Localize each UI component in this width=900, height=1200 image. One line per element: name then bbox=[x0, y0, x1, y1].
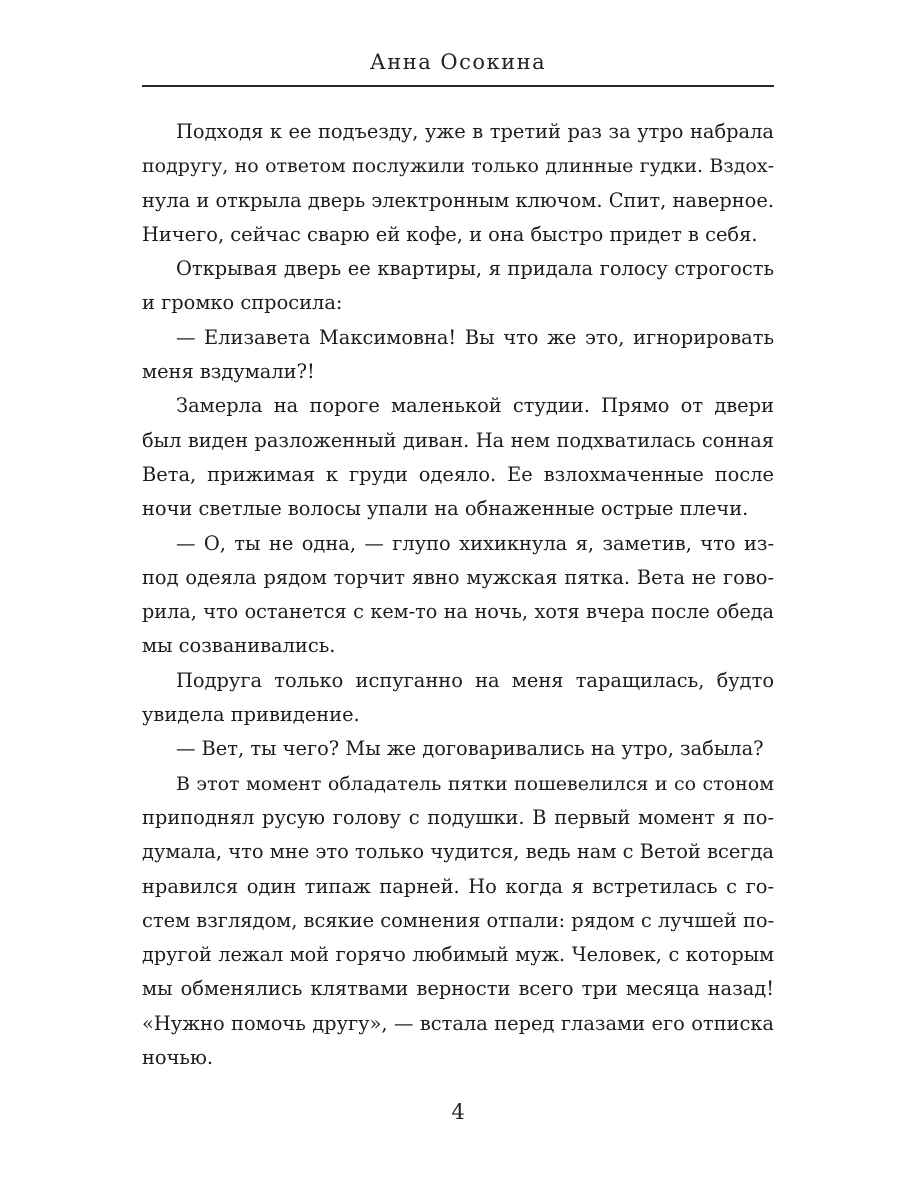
text-line: ночи светлые волосы упали на обнаженные острые плечи. bbox=[142, 497, 749, 521]
text-line: рила, что останется с кем-то на ночь, хотя вчера после обеда bbox=[142, 600, 774, 624]
text-line: Открывая дверь ее квартиры, я придала голосу строгость bbox=[176, 257, 774, 281]
text-line: подругу, но ответом послужили только длинные гудки. Вздох- bbox=[142, 155, 774, 178]
text-line: Подходя к ее подъезду, уже в третий раз за утро набрала bbox=[176, 120, 774, 143]
text-line: — Елизавета Максимовна! Вы что же это, игнорировать bbox=[176, 325, 774, 349]
text-line: Замерла на пороге маленькой студии. Прямо от двери bbox=[176, 394, 774, 418]
text-line: нравился один типаж парней. Но когда я встретилась с го- bbox=[142, 874, 774, 898]
text-line: Вета, прижимая к груди одеяло. Ее взлохмаченные после bbox=[142, 462, 774, 486]
text-line: был виден разложенный диван. На нем подхватилась сонная bbox=[142, 428, 774, 452]
text-line: В этот момент обладатель пятки пошевелился и со стоном bbox=[176, 772, 774, 795]
text-line: думала, что мне это только чудится, ведь нам с Ветой всегда bbox=[142, 840, 774, 864]
text-line: стем взглядом, всякие сомнения отпали: рядом с лучшей по- bbox=[142, 908, 775, 932]
text-line: «Нужно помочь другу», — встала перед глазами его отписка bbox=[142, 1011, 774, 1035]
text-line: под одеяла рядом торчит явно мужская пятка. Вета не гово- bbox=[142, 565, 774, 589]
text-line: Подруга только испуганно на меня таращилась, будто bbox=[176, 668, 774, 692]
running-head-author: Анна Осокина bbox=[369, 50, 547, 74]
text-line: Ничего, сейчас сварю ей кофе, и она быстро придет в себя. bbox=[142, 222, 758, 246]
text-line: — Вет, ты чего? Мы же договаривались на утро, забыла? bbox=[176, 737, 764, 761]
text-line: увидела привидение. bbox=[142, 703, 360, 727]
text-line: мы обменялись клятвами верности всего три месяца назад! bbox=[142, 977, 774, 1001]
header-divider bbox=[142, 85, 774, 87]
text-line: ночью. bbox=[142, 1046, 214, 1070]
text-line: и громко спросила: bbox=[142, 291, 343, 315]
body-text bbox=[142, 115, 774, 1075]
text-line: — О, ты не одна, — глупо хихикнула я, заметив, что из- bbox=[176, 531, 774, 555]
page-number: 4 bbox=[451, 1100, 465, 1124]
text-line: другой лежал мой горячо любимый муж. Человек, с которым bbox=[142, 943, 774, 967]
text-line: нула и открыла дверь электронным ключом. Спит, наверное. bbox=[142, 188, 774, 212]
text-line: мы созванивались. bbox=[142, 634, 336, 658]
text-line: приподнял русую голову с подушки. В первый момент я по- bbox=[142, 805, 774, 829]
text-line: меня вздумали?! bbox=[142, 360, 315, 384]
